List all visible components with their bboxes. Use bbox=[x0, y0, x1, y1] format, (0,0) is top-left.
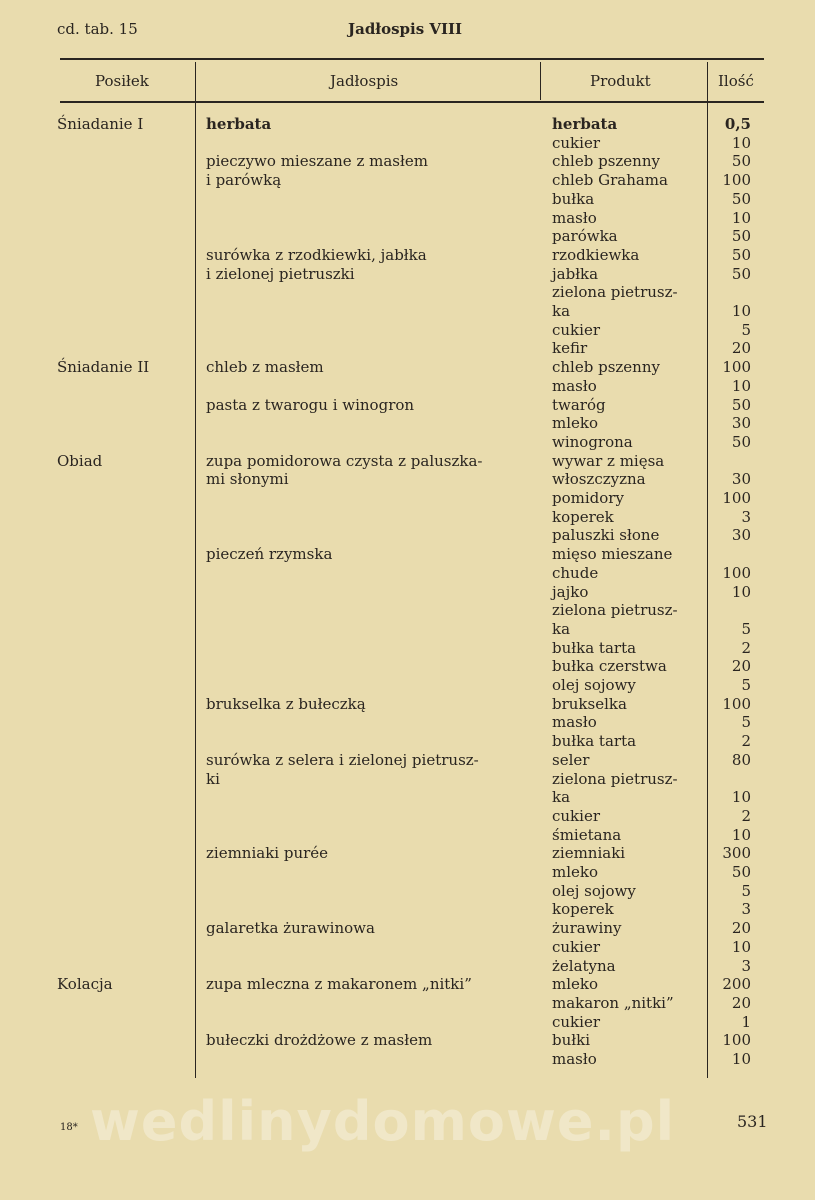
quantity-value: 100 bbox=[722, 1031, 751, 1050]
product-name: seler bbox=[552, 750, 590, 769]
quantity-value: 50 bbox=[731, 245, 751, 264]
quantity-value: 10 bbox=[731, 208, 751, 227]
product-name: koperek bbox=[552, 900, 614, 919]
product-name: brukselka bbox=[552, 694, 627, 713]
quantity-value: 0,5 bbox=[724, 115, 751, 133]
dish-text: pasta z twarogu i winogron bbox=[206, 395, 415, 414]
header-rule bbox=[60, 101, 764, 103]
product-name: ka bbox=[552, 302, 571, 320]
product-name: bułka czerstwa bbox=[552, 657, 667, 676]
product-name: mięso mieszane bbox=[552, 545, 673, 564]
product-name: włoszczyzna bbox=[552, 470, 646, 489]
product-name: masło bbox=[552, 376, 597, 395]
quantity-value: 10 bbox=[731, 376, 751, 395]
product-name: chleb pszenny bbox=[552, 152, 660, 171]
quantity-value: 50 bbox=[731, 264, 751, 283]
dish-text: i zielonej pietruszki bbox=[206, 264, 355, 283]
dish-text: pieczeń rzymska bbox=[206, 545, 333, 564]
column-header-meal: Posiłek bbox=[95, 72, 149, 90]
product-name: kefir bbox=[552, 339, 588, 358]
product-name: masło bbox=[552, 1050, 597, 1068]
quantity-value: 3 bbox=[741, 900, 751, 919]
quantity-value: 200 bbox=[722, 975, 751, 994]
product-name: parówka bbox=[552, 227, 618, 246]
product-name: bułka tarta bbox=[552, 732, 637, 751]
dish-text: ki bbox=[206, 769, 220, 788]
quantity-value: 2 bbox=[741, 732, 751, 751]
dish-text: zupa pomidorowa czysta z paluszka- bbox=[206, 451, 483, 470]
product-name: chude bbox=[552, 563, 599, 582]
quantity-value: 5 bbox=[741, 619, 751, 638]
footer-signature: 18* bbox=[60, 1122, 78, 1133]
quantity-value: 300 bbox=[722, 844, 751, 863]
product-name: cukier bbox=[552, 937, 600, 956]
product-name: winogrona bbox=[552, 432, 633, 451]
product-name: zielona pietrusz- bbox=[552, 283, 678, 302]
product-name: twaróg bbox=[552, 395, 606, 414]
dish-text: bułeczki drożdżowe z masłem bbox=[206, 1031, 433, 1050]
product-name: chleb pszenny bbox=[552, 358, 660, 377]
dish-text: chleb z masłem bbox=[206, 358, 324, 377]
product-name: olej sojowy bbox=[552, 676, 636, 694]
product-name: cukier bbox=[552, 806, 600, 825]
quantity-value: 20 bbox=[731, 657, 751, 676]
quantity-value: 5 bbox=[741, 676, 751, 694]
product-name: cukier bbox=[552, 1012, 600, 1031]
product-name: cukier bbox=[552, 133, 600, 152]
quantity-value: 50 bbox=[731, 189, 751, 208]
column-divider bbox=[540, 62, 541, 100]
dish-text: mi słonymi bbox=[206, 470, 289, 489]
meal-label: Śniadanie II bbox=[57, 358, 150, 377]
quantity-value: 10 bbox=[731, 1050, 751, 1068]
page-title: Jadłospis VIII bbox=[348, 20, 463, 38]
quantity-value: 20 bbox=[731, 993, 751, 1012]
product-name: mleko bbox=[552, 414, 599, 433]
meal-label: Śniadanie I bbox=[57, 115, 144, 133]
quantity-value: 10 bbox=[731, 133, 751, 152]
product-name: żurawiny bbox=[552, 919, 622, 938]
quantity-value: 50 bbox=[731, 432, 751, 451]
watermark: wedlinydomowe.pl bbox=[90, 1090, 676, 1153]
quantity-value: 1 bbox=[741, 1012, 751, 1031]
quantity-value: 5 bbox=[741, 881, 751, 900]
product-name: chleb Grahama bbox=[552, 171, 668, 190]
column-header-product: Produkt bbox=[590, 72, 651, 90]
quantity-value: 80 bbox=[731, 750, 751, 769]
quantity-value: 5 bbox=[741, 713, 751, 732]
product-name: koperek bbox=[552, 507, 614, 526]
quantity-value: 20 bbox=[731, 919, 751, 938]
quantity-value: 100 bbox=[722, 358, 751, 377]
dish-text: surówka z rzodkiewki, jabłka bbox=[206, 245, 427, 264]
quantity-value: 2 bbox=[741, 806, 751, 825]
quantity-value: 100 bbox=[722, 171, 751, 190]
quantity-value: 50 bbox=[731, 395, 751, 414]
product-name: żelatyna bbox=[552, 956, 616, 975]
product-name: herbata bbox=[552, 115, 618, 133]
quantity-value: 10 bbox=[731, 825, 751, 844]
product-name: makaron „nitki” bbox=[552, 993, 674, 1012]
top-rule bbox=[60, 58, 764, 60]
product-name: paluszki słone bbox=[552, 526, 660, 545]
product-name: mleko bbox=[552, 863, 599, 881]
dish-text: ziemniaki purée bbox=[206, 844, 329, 863]
table-continuation-label: cd. tab. 15 bbox=[57, 20, 138, 38]
product-name: masło bbox=[552, 713, 597, 732]
dish-text: pieczywo mieszane z masłem bbox=[206, 152, 428, 171]
product-name: masło bbox=[552, 208, 597, 227]
column-header-menu: Jadłospis bbox=[330, 72, 399, 90]
dish-text: zupa mleczna z makaronem „nitki” bbox=[206, 975, 472, 994]
quantity-value: 2 bbox=[741, 638, 751, 657]
quantity-value: 30 bbox=[731, 470, 751, 489]
product-name: ka bbox=[552, 788, 571, 807]
quantity-value: 30 bbox=[731, 414, 751, 433]
quantity-value: 10 bbox=[731, 788, 751, 807]
quantity-value: 100 bbox=[722, 563, 751, 582]
product-name: ka bbox=[552, 619, 571, 638]
product-name: rzodkiewka bbox=[552, 245, 640, 264]
product-name: zielona pietrusz- bbox=[552, 601, 678, 620]
product-name: bułka tarta bbox=[552, 638, 637, 657]
quantity-value: 50 bbox=[731, 227, 751, 246]
dish-text: galaretka żurawinowa bbox=[206, 919, 375, 938]
product-name: pomidory bbox=[552, 489, 624, 507]
product-name: cukier bbox=[552, 320, 600, 339]
quantity-value: 100 bbox=[722, 694, 751, 713]
quantity-value: 20 bbox=[731, 339, 751, 358]
column-divider bbox=[707, 62, 708, 1078]
quantity-value: 50 bbox=[731, 152, 751, 171]
dish-text: surówka z selera i zielonej pietrusz- bbox=[206, 750, 479, 769]
quantity-value: 10 bbox=[731, 302, 751, 320]
quantity-value: 50 bbox=[731, 863, 751, 881]
dish-text: herbata bbox=[206, 115, 272, 133]
product-name: bułki bbox=[552, 1031, 591, 1050]
quantity-value: 10 bbox=[731, 937, 751, 956]
product-name: śmietana bbox=[552, 825, 622, 844]
product-name: zielona pietrusz- bbox=[552, 769, 678, 788]
quantity-value: 10 bbox=[731, 582, 751, 601]
page-number: 531 bbox=[737, 1112, 768, 1131]
quantity-value: 30 bbox=[731, 526, 751, 545]
meal-label: Kolacja bbox=[57, 975, 113, 994]
column-header-quantity: Ilość bbox=[718, 72, 754, 90]
quantity-value: 3 bbox=[741, 507, 751, 526]
product-name: bułka bbox=[552, 189, 595, 208]
product-name: jajko bbox=[552, 582, 589, 601]
meal-label: Obiad bbox=[57, 451, 103, 470]
product-name: jabłka bbox=[552, 264, 599, 283]
product-name: mleko bbox=[552, 975, 599, 994]
column-divider bbox=[195, 62, 196, 1078]
dish-text: brukselka z bułeczką bbox=[206, 694, 366, 713]
quantity-value: 100 bbox=[722, 489, 751, 507]
dish-text: i parówką bbox=[206, 171, 282, 190]
product-name: wywar z mięsa bbox=[552, 451, 665, 470]
quantity-value: 5 bbox=[741, 320, 751, 339]
quantity-value: 3 bbox=[741, 956, 751, 975]
product-name: ziemniaki bbox=[552, 844, 626, 863]
product-name: olej sojowy bbox=[552, 881, 636, 900]
